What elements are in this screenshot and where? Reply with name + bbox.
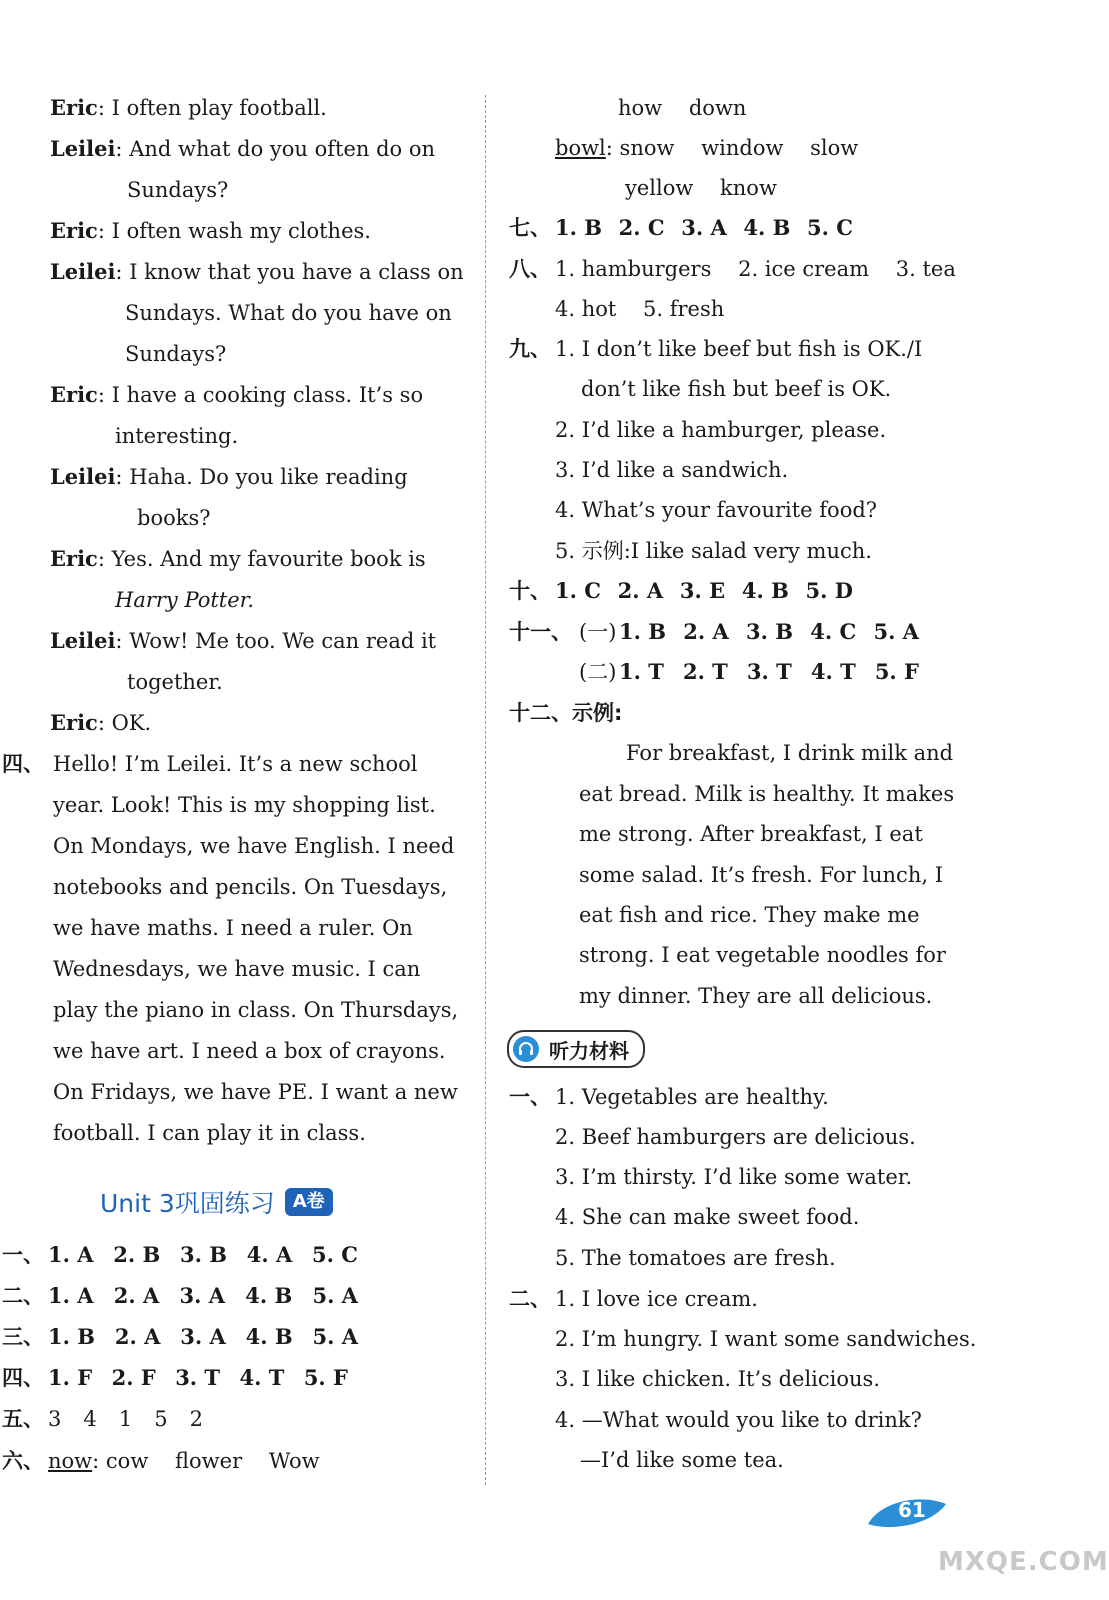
script-line: 2. Beef hamburgers are delicious. <box>555 1125 916 1149</box>
question-label: 三、 <box>2 1325 44 1349</box>
dialogue-cont: books? <box>137 506 211 530</box>
essay-line: my dinner. They are all delicious. <box>579 984 933 1008</box>
passage-line: play the piano in class. On Thursdays, <box>53 998 459 1022</box>
dialogue-line: Eric: Yes. And my favourite book is <box>50 546 426 571</box>
answer-cont: don’t like fish but beef is OK. <box>581 377 892 401</box>
answer-line: 5. 示例:I like salad very much. <box>555 539 872 563</box>
answer-row: 3 4 1 5 2 <box>48 1407 203 1431</box>
dialogue-line: Eric: OK. <box>50 710 152 735</box>
question-label: 四、 <box>2 752 44 776</box>
dialogue-line: Leilei: I know that you have a class on <box>50 259 464 284</box>
subsection-label: (二) <box>579 660 617 684</box>
watermark-text: MXQE.COM <box>938 1547 1109 1577</box>
answer-row: 4. hot 5. fresh <box>555 297 725 321</box>
column-divider <box>485 95 486 1485</box>
question-label: 七、 <box>509 216 551 240</box>
script-line: 3. I like chicken. It’s delicious. <box>555 1367 880 1391</box>
phonics-cont: how down <box>618 96 747 120</box>
passage-line: On Fridays, we have PE. I want a new <box>53 1080 458 1104</box>
passage-line: we have art. I need a box of crayons. <box>53 1039 446 1063</box>
dialogue-line: Eric: I often wash my clothes. <box>50 218 371 243</box>
essay-line: strong. I eat vegetable noodles for <box>579 943 946 967</box>
dialogue-line: Eric: I often play football. <box>50 95 327 120</box>
dialogue-cont: interesting. <box>115 424 239 448</box>
phonics-cont: yellow know <box>625 176 777 200</box>
passage-line: Wednesdays, we have music. I can <box>53 957 421 981</box>
answer-row: 1. B 2. A 3. A 4. B 5. A <box>48 1324 358 1349</box>
answer-row: 1. B 2. C 3. A 4. B 5. C <box>555 215 853 240</box>
subsection-label: (一) <box>579 620 617 644</box>
book-title: Harry Potter. <box>115 588 255 612</box>
dialogue-line: Leilei: And what do you often do on <box>50 136 436 161</box>
answer-row: 1. C 2. A 3. E 4. B 5. D <box>555 578 853 603</box>
passage-line: On Mondays, we have English. I need <box>53 834 455 858</box>
essay-line: me strong. After breakfast, I eat <box>579 822 923 846</box>
answer-line: 3. I’d like a sandwich. <box>555 458 789 482</box>
essay-line: eat bread. Milk is healthy. It makes <box>579 782 955 806</box>
headphones-icon <box>513 1036 539 1062</box>
script-line: 4. She can make sweet food. <box>555 1205 860 1229</box>
question-label: 六、 <box>2 1449 44 1473</box>
answer-row: 1. hamburgers 2. ice cream 3. tea <box>555 257 956 281</box>
script-line: —I’d like some tea. <box>580 1448 784 1472</box>
dialogue-line: Leilei: Haha. Do you like reading <box>50 464 408 489</box>
script-line: 3. I’m thirsty. I’d like some water. <box>555 1165 913 1189</box>
passage-line: year. Look! This is my shopping list. <box>53 793 436 817</box>
listening-material-header <box>507 1030 645 1068</box>
answer-line: 1. I don’t like beef but fish is OK./I <box>555 337 923 361</box>
question-label: 一、 <box>2 1243 44 1267</box>
unit-title <box>100 1185 333 1219</box>
passage-line: football. I can play it in class. <box>53 1121 366 1145</box>
answer-line: 2. I’d like a hamburger, please. <box>555 418 887 442</box>
passage-line: Hello! I’m Leilei. It’s a new school <box>53 752 418 776</box>
dialogue-line: Eric: I have a cooking class. It’s so <box>50 382 424 407</box>
dialogue-cont: Sundays? <box>125 342 227 366</box>
watermark <box>930 1495 1109 1595</box>
answer-line: 4. What’s your favourite food? <box>555 498 878 522</box>
listening-title: 听力材料 <box>549 1038 629 1063</box>
question-label: 十、 <box>509 579 551 603</box>
question-label: 一、 <box>509 1085 551 1109</box>
unit-title-text: Unit 3巩固练习 <box>100 1189 275 1218</box>
phonics-row: now: cow flower Wow <box>48 1449 320 1473</box>
question-label: 十二、示例: <box>509 701 623 725</box>
question-label: 八、 <box>509 257 551 281</box>
script-line: 5. The tomatoes are fresh. <box>555 1246 836 1270</box>
answer-row: 1. T 2. T 3. T 4. T 5. F <box>619 659 919 684</box>
script-line: 1. I love ice cream. <box>555 1287 758 1311</box>
essay-line: some salad. It’s fresh. For lunch, I <box>579 863 943 887</box>
dialogue-cont: Sundays. What do you have on <box>125 301 452 325</box>
answer-row: 1. A 2. B 3. B 4. A 5. C <box>48 1242 358 1267</box>
answer-row: 1. B 2. A 3. B 4. C 5. A <box>619 619 919 644</box>
question-label: 四、 <box>2 1366 44 1390</box>
passage-line: we have maths. I need a ruler. On <box>53 916 413 940</box>
question-label: 九、 <box>509 337 551 361</box>
script-line: 4. —What would you like to drink? <box>555 1408 922 1432</box>
question-label: 十一、 <box>509 620 572 644</box>
essay-line: eat fish and rice. They make me <box>579 903 920 927</box>
page-number: 61 <box>898 1498 926 1522</box>
question-label: 二、 <box>509 1287 551 1311</box>
unit-badge: A卷 <box>285 1188 333 1216</box>
script-line: 1. Vegetables are healthy. <box>555 1085 829 1109</box>
dialogue-cont: Sundays? <box>127 178 229 202</box>
essay-line: For breakfast, I drink milk and <box>626 741 954 765</box>
passage-line: notebooks and pencils. On Tuesdays, <box>53 875 448 899</box>
dialogue-cont: together. <box>127 670 223 694</box>
script-line: 2. I’m hungry. I want some sandwiches. <box>555 1327 977 1351</box>
question-label: 五、 <box>2 1407 44 1431</box>
answer-row: 1. A 2. A 3. A 4. B 5. A <box>48 1283 358 1308</box>
dialogue-line: Leilei: Wow! Me too. We can read it <box>50 628 437 653</box>
question-label: 二、 <box>2 1284 44 1308</box>
phonics-row: bowl: snow window slow <box>555 136 859 160</box>
answer-row: 1. F 2. F 3. T 4. T 5. F <box>48 1365 348 1390</box>
